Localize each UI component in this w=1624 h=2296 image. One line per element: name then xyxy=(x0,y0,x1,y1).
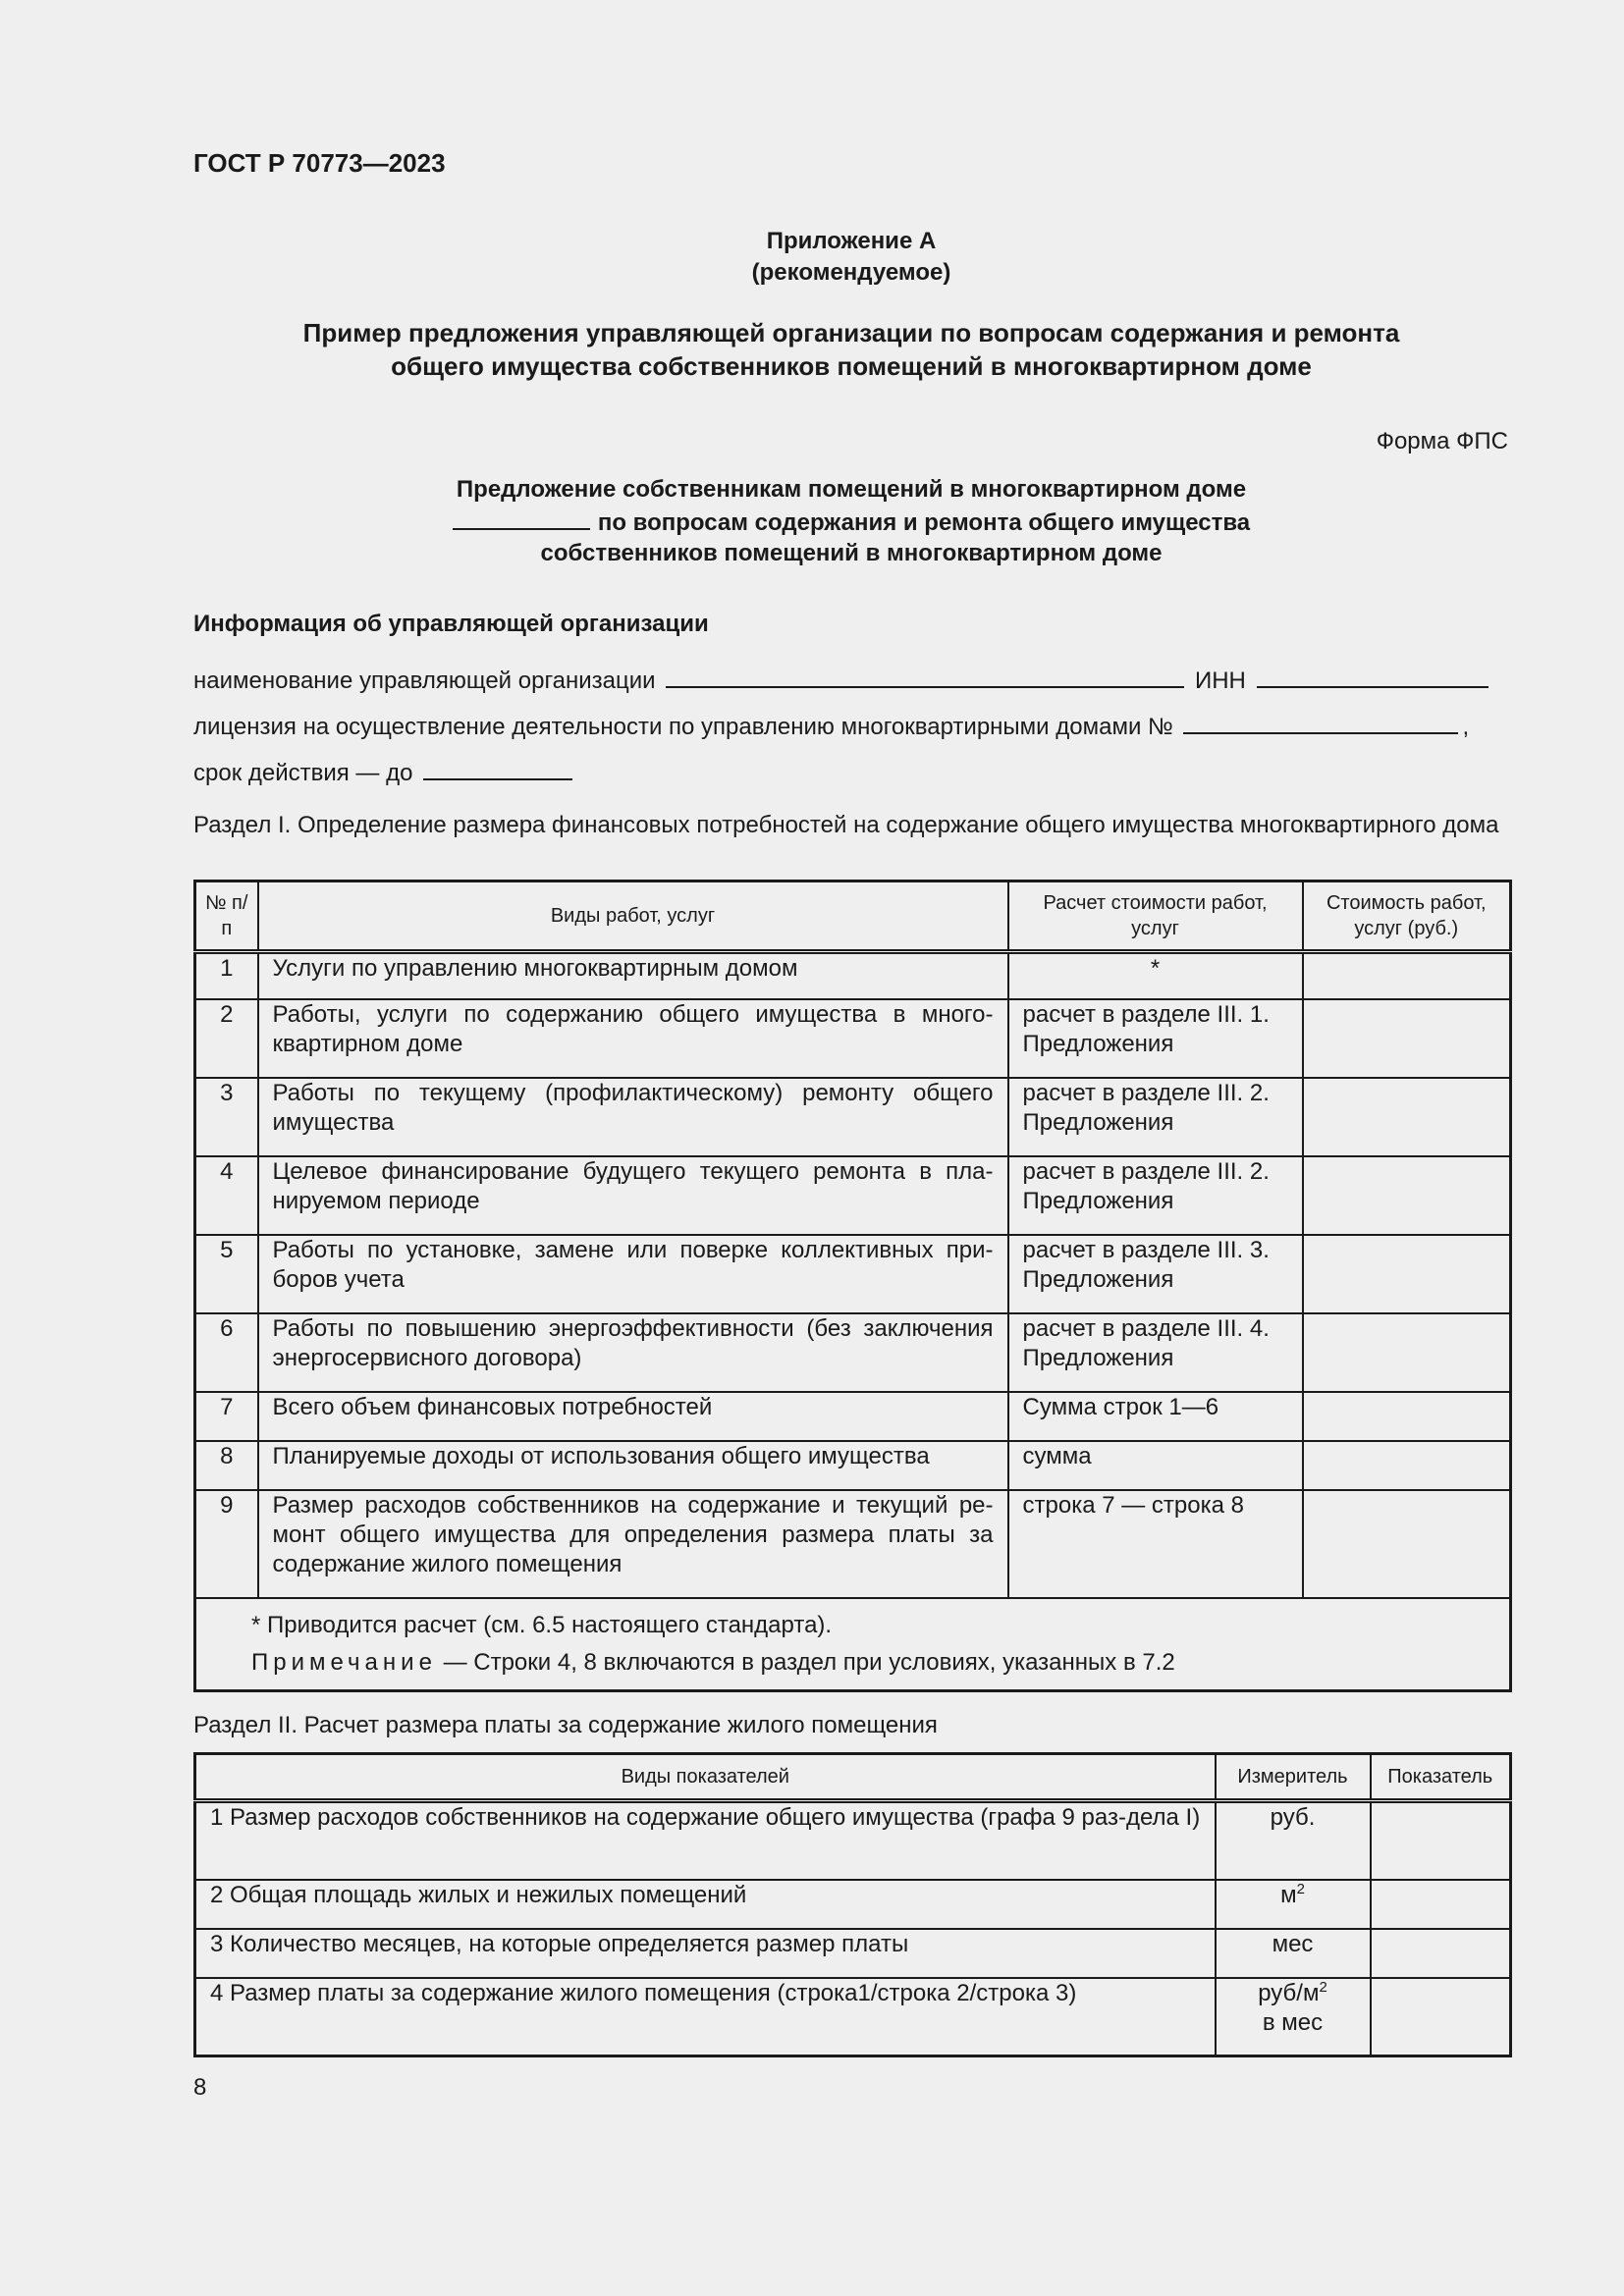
row-num: 5 xyxy=(195,1235,258,1313)
col-header-work: Виды работ, услуг xyxy=(258,881,1008,952)
section-1-title: Раздел I. Определение размера финансовых потребностей на содержание общего имущества многоквартирного дома xyxy=(193,812,1499,838)
row-work: Работы по установке, замене или поверке коллективных при-боров учета xyxy=(258,1235,1008,1313)
address-blank[interactable] xyxy=(453,505,590,530)
indicator-value-cell[interactable] xyxy=(1371,1929,1511,1978)
col-header-indicator: Виды показателей xyxy=(195,1754,1216,1801)
col-header-unit: Измеритель xyxy=(1216,1754,1371,1801)
validity-label: срок действия — до xyxy=(193,760,413,786)
indicator-text: 1 Размер расходов собственников на содержание общего имущества (графа 9 раз-дела I) xyxy=(195,1801,1216,1880)
row-num: 6 xyxy=(195,1313,258,1392)
unit-text: мес xyxy=(1272,1930,1314,1957)
table-row xyxy=(195,1490,1511,1598)
indicator-value-cell[interactable] xyxy=(1371,1880,1511,1929)
table-header-row xyxy=(195,881,1511,952)
table-row xyxy=(195,1078,1511,1156)
row-calc: строка 7 — строка 8 xyxy=(1008,1490,1303,1598)
row-num: 7 xyxy=(195,1392,258,1441)
row-work: Услуги по управлению многоквартирным домом xyxy=(258,952,1008,999)
table-row xyxy=(195,1929,1511,1978)
validity-blank[interactable] xyxy=(423,757,572,780)
row-calc: расчет в разделе III. 4. Предложения xyxy=(1008,1313,1303,1392)
info-heading: Информация об управляющей организации xyxy=(193,611,709,637)
table-header-row xyxy=(195,1754,1511,1801)
row-num: 2 xyxy=(195,999,258,1078)
row-calc: расчет в разделе III. 3. Предложения xyxy=(1008,1235,1303,1313)
row-calc: расчет в разделе III. 2. Предложения xyxy=(1008,1078,1303,1156)
proposal-title-line-2 xyxy=(193,505,1509,538)
unit-tail: в мес xyxy=(1262,2008,1324,2036)
unit-text: руб. xyxy=(1270,1804,1316,1831)
indicator-text: 3 Количество месяцев, на которые определяется размер платы xyxy=(195,1929,1216,1978)
note-label: Примечание xyxy=(251,1648,437,1676)
proposal-title-line-2-text: по вопросам содержания и ремонта общего имущества xyxy=(597,509,1251,536)
validity-field xyxy=(193,757,576,787)
indicator-text: 2 Общая площадь жилых и нежилых помещений xyxy=(195,1880,1216,1929)
proposal-title-line-1: Предложение собственникам помещений в многоквартирном доме xyxy=(456,476,1247,503)
table-footnote-cell xyxy=(195,1598,1511,1691)
appendix-heading xyxy=(193,226,1509,289)
license-field xyxy=(193,711,1469,741)
unit-superscript: 2 xyxy=(1319,1978,1327,1996)
appendix-status: (рекомендуемое) xyxy=(751,259,951,286)
col-header-calc: Расчет стоимости работ, услуг xyxy=(1008,881,1303,952)
unit-text: руб/м xyxy=(1258,1979,1320,2006)
table-row xyxy=(195,1978,1511,2056)
table-footnote: * Приводится расчет (см. 6.5 настоящего стандарта). xyxy=(251,1611,833,1638)
row-cost-cell[interactable] xyxy=(1303,1392,1511,1441)
row-cost-cell[interactable] xyxy=(1303,1078,1511,1156)
row-work: Планируемые доходы от использования общего имущества xyxy=(258,1441,1008,1490)
indicator-text: 4 Размер платы за содержание жилого помещения (строка1/строка 2/строка 3) xyxy=(195,1978,1216,2056)
table-row xyxy=(195,999,1511,1078)
main-title xyxy=(193,316,1509,383)
table-footnote-row xyxy=(195,1598,1511,1691)
proposal-title-line-3: собственников помещений в многоквартирном доме xyxy=(540,540,1163,566)
row-num: 3 xyxy=(195,1078,258,1156)
indicator-unit xyxy=(1216,1801,1371,1880)
row-cost-cell[interactable] xyxy=(1303,999,1511,1078)
row-num: 9 xyxy=(195,1490,258,1598)
form-code: Форма ФПС xyxy=(1376,428,1508,454)
table-row xyxy=(195,1235,1511,1313)
main-title-line-1: Пример предложения управляющей организации по вопросам содержания и ремонта xyxy=(302,318,1400,347)
org-name-label: наименование управляющей организации xyxy=(193,667,656,694)
license-comma: , xyxy=(1462,714,1470,740)
table-row xyxy=(195,1156,1511,1235)
indicator-unit xyxy=(1216,1929,1371,1978)
org-name-field xyxy=(193,665,1492,695)
unit-text: м xyxy=(1280,1881,1297,1908)
row-work: Всего объем финансовых потребностей xyxy=(258,1392,1008,1441)
table-row xyxy=(195,1392,1511,1441)
inn-label: ИНН xyxy=(1194,667,1246,694)
row-cost-cell[interactable] xyxy=(1303,1235,1511,1313)
indicator-unit xyxy=(1216,1978,1371,2056)
row-work: Работы, услуги по содержанию общего имущества в много-квартирном доме xyxy=(258,999,1008,1078)
proposal-title xyxy=(193,474,1509,568)
table-row xyxy=(195,1880,1511,1929)
row-cost-cell[interactable] xyxy=(1303,1313,1511,1392)
housing-fee-table xyxy=(193,1752,1512,2057)
financial-needs-table xyxy=(193,880,1512,1692)
appendix-title: Приложение А xyxy=(766,228,937,254)
row-calc: сумма xyxy=(1008,1441,1303,1490)
table-row xyxy=(195,1801,1511,1880)
document-code: ГОСТ Р 70773—2023 xyxy=(193,148,446,178)
row-calc: расчет в разделе III. 1. Предложения xyxy=(1008,999,1303,1078)
row-num: 4 xyxy=(195,1156,258,1235)
row-work: Размер расходов собственников на содержание и текущий ре-монт общего имущества для определения размера платы за содержание жилого помещения xyxy=(258,1490,1008,1598)
row-cost-cell[interactable] xyxy=(1303,952,1511,999)
row-calc: * xyxy=(1008,952,1303,999)
col-header-cost: Стоимость работ, услуг (руб.) xyxy=(1303,881,1511,952)
row-cost-cell[interactable] xyxy=(1303,1441,1511,1490)
inn-blank[interactable] xyxy=(1257,665,1489,688)
row-work: Работы по повышению энергоэффективности (без заключения энергосервисного договора) xyxy=(258,1313,1008,1392)
indicator-unit xyxy=(1216,1880,1371,1929)
row-cost-cell[interactable] xyxy=(1303,1490,1511,1598)
unit-superscript: 2 xyxy=(1296,1880,1305,1897)
page-number: 8 xyxy=(193,2074,207,2101)
row-work: Целевое финансирование будущего текущего ремонта в пла-нируемом периоде xyxy=(258,1156,1008,1235)
table-row xyxy=(195,1313,1511,1392)
row-calc: расчет в разделе III. 2. Предложения xyxy=(1008,1156,1303,1235)
row-cost-cell[interactable] xyxy=(1303,1156,1511,1235)
main-title-line-2: общего имущества собственников помещений в многоквартирном доме xyxy=(391,351,1312,381)
row-calc: Сумма строк 1—6 xyxy=(1008,1392,1303,1441)
col-header-value: Показатель xyxy=(1371,1754,1511,1801)
table-note xyxy=(251,1644,1454,1682)
row-work: Работы по текущему (профилактическому) ремонту общего имущества xyxy=(258,1078,1008,1156)
row-num: 1 xyxy=(195,952,258,999)
table-row xyxy=(195,952,1511,999)
indicator-value-cell[interactable] xyxy=(1371,1978,1511,2056)
org-name-blank[interactable] xyxy=(666,665,1184,688)
row-num: 8 xyxy=(195,1441,258,1490)
license-label: лицензия на осуществление деятельности по управлению многоквартирными домами № xyxy=(193,714,1173,740)
table-row xyxy=(195,1441,1511,1490)
license-blank[interactable] xyxy=(1183,711,1458,734)
section-2-title: Раздел II. Расчет размера платы за содержание жилого помещения xyxy=(193,1712,938,1738)
note-text: — Строки 4, 8 включаются в раздел при условиях, указанных в 7.2 xyxy=(436,1648,1175,1676)
indicator-value-cell[interactable] xyxy=(1371,1801,1511,1880)
col-header-num: № п/п xyxy=(195,881,258,952)
